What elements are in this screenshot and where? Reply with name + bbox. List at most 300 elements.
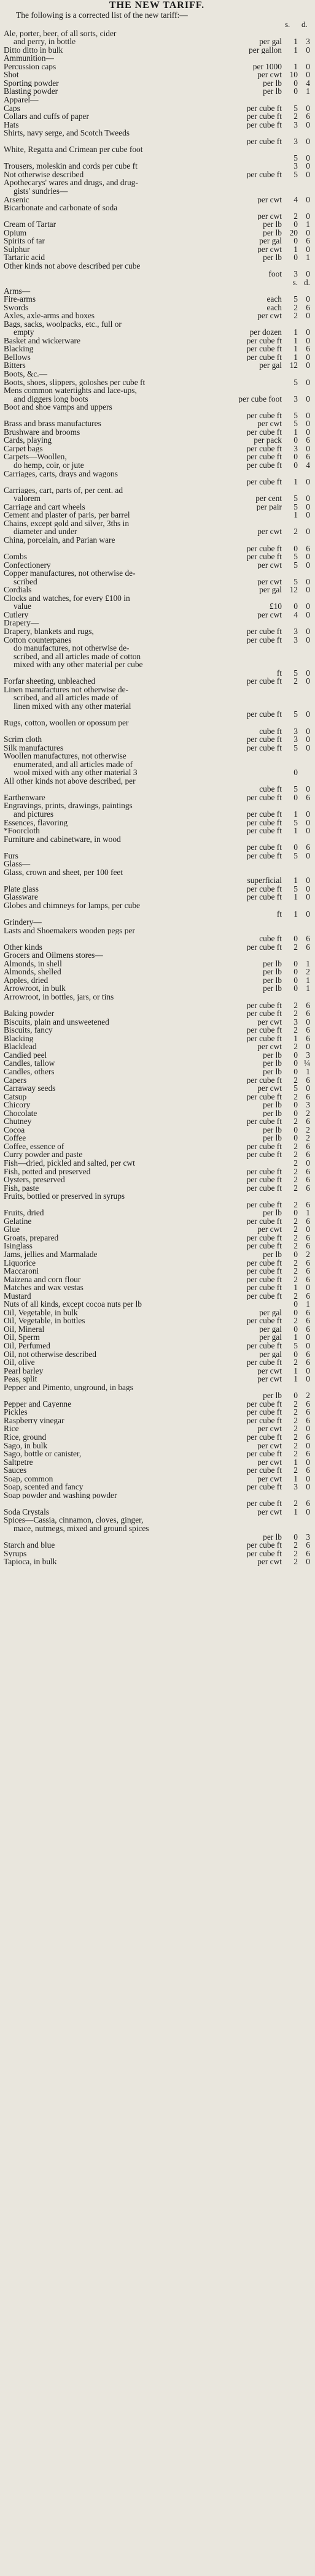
duty-pence: 6 [306,1450,310,1458]
item-unit: per cwt [257,419,282,428]
item-description: Liquorice [4,1258,36,1267]
item-unit: per lb [263,959,282,968]
duty-pence: 0 [306,851,310,860]
item-unit: per cube ft [246,942,282,952]
tariff-row [4,768,310,777]
duty-shillings: 0 [294,436,298,445]
item-description: Maccaroni [4,1267,39,1275]
duty-shillings: 1 [294,876,298,885]
item-unit: £10 [269,602,282,611]
item-unit: per cwt [257,1084,282,1093]
item-description: Cutlery [4,610,29,619]
item-unit: per gal [259,1324,282,1334]
item-unit: per cube ft [246,1317,282,1325]
tariff-row [4,1076,310,1085]
item-description: Oil, Vegetable, in bottles [4,1317,85,1325]
item-unit: per cube ft [246,810,282,819]
tariff-row [4,445,310,453]
item-unit: per lb [263,1125,282,1134]
duty-pence: 3 [306,1050,310,1060]
duty-shillings: 2 [294,1424,298,1434]
duty-pence: 0 [306,818,310,827]
item-description: valorem [14,494,41,503]
item-unit: per cube ft [246,112,282,121]
tariff-row [4,702,310,711]
item-description: *Foorcloth [4,827,40,835]
duty-shillings: 5 [294,668,298,678]
duty-shillings: 0 [294,1308,298,1317]
duty-pence: 6 [306,1308,310,1317]
duty-pence: 0 [306,444,310,453]
item-unit: per cube ft [246,851,282,860]
item-description: Apothecarys' wares and drugs, and drug- [4,178,138,187]
duty-pence: 0 [306,45,310,55]
item-description: Sauces [4,1466,27,1475]
item-unit: per cube ft [246,1026,282,1034]
tariff-row [4,1400,310,1408]
item-unit: per cube ft [246,1258,282,1267]
tariff-row [4,1101,310,1109]
item-description: Almonds, in shell [4,959,62,968]
duty-shillings: 5 [294,378,298,387]
item-unit: per cube foot [238,394,282,403]
duty-shillings: 0 [294,1059,298,1068]
item-unit: per cube ft [246,1009,282,1018]
item-description: Carpet bags [4,444,43,453]
duty-shillings: 0 [294,1134,298,1142]
item-unit: per cube ft [246,427,282,437]
duty-pence: 0 [306,577,310,586]
item-unit: per lb [263,1134,282,1142]
item-description: Furniture and cabinetware, in wood [4,835,121,844]
duty-pence: 0 [306,1017,310,1026]
item-description: Chutney [4,1117,32,1126]
item-description: Fruits, bottled or preserved in syrups [4,1192,125,1201]
duty-shillings: 0 [294,934,298,943]
item-description: Oil, Perfumed [4,1342,50,1350]
duty-shillings: 5 [294,170,298,179]
item-description: Chicory [4,1101,31,1109]
item-unit: per cube ft [246,1416,282,1425]
duty-shillings: 2 [294,1175,298,1184]
tariff-row [4,121,310,129]
tariff-row [4,1375,310,1383]
item-description: Apples, dried [4,976,49,985]
tariff-row [4,1550,310,1558]
duty-pence: 0 [306,270,310,278]
duty-pence: 0 [306,727,310,736]
tariff-row [4,1391,310,1400]
tariff-row [4,395,310,403]
duty-shillings: 0 [294,1324,298,1334]
item-description: Furs [4,851,18,860]
tariff-row [4,819,310,827]
item-unit: per cube ft [246,635,282,644]
tariff-row [4,901,310,910]
duty-shillings: 3 [294,727,298,736]
duty-shillings: 1 [294,427,298,437]
duty-pence: 0 [306,361,310,370]
duty-pence: 1 [306,984,310,993]
tariff-row [4,46,310,55]
item-description: mace, nutmegs, mixed and ground spices [14,1524,149,1533]
item-description: Drapery, blankets and rugs, [4,627,94,636]
tariff-row [4,910,310,919]
item-description: gists' sundries— [14,186,68,196]
duty-pence: 0 [306,120,310,129]
duty-shillings: 0 [294,220,298,229]
tariff-row [4,801,310,810]
tariff-row [4,320,310,329]
item-description: Other kinds not above described per cube [4,261,141,270]
duty-shillings: 5 [294,295,298,304]
duty-shillings: 5 [294,560,298,570]
tariff-row [4,1093,310,1101]
duty-pence: 6 [306,1242,310,1250]
tariff-row [4,1333,310,1342]
item-description: Rice, ground [4,1433,47,1442]
item-description: Raspberry vinegar [4,1416,64,1425]
tariff-row [4,545,310,553]
duty-pence: 6 [306,1317,310,1325]
item-description: Brushware and brooms [4,427,80,437]
tariff-row [4,1458,310,1467]
duty-pence: 0 [306,1283,310,1292]
item-description: Sporting powder [4,78,59,88]
tariff-row [4,1275,310,1284]
duty-shillings: 2 [294,1416,298,1425]
duty-shillings: 5 [294,1342,298,1350]
item-description: Carriages, cart, parts of, per cent. ad [4,486,123,495]
duty-pence: 0 [306,1375,310,1383]
duty-shillings: 0 [294,1532,298,1542]
item-description: Fruits, dried [4,1209,44,1217]
tariff-row [4,79,310,88]
item-unit: per lb [263,1059,282,1068]
duty-pence: 6 [306,1150,310,1159]
tariff-row [4,112,310,121]
item-description: scribed [14,577,37,586]
duty-pence: 3 [306,37,310,46]
tariff-row [4,885,310,893]
item-description: Arms— [4,286,31,296]
duty-shillings: 5 [294,884,298,893]
tariff-row [4,71,310,79]
duty-shillings: 2 [294,1499,298,1508]
duty-pence: 0 [306,610,310,619]
item-description: Collars and cuffs of paper [4,112,89,121]
tariff-row [4,220,310,229]
duty-shillings: 3 [294,627,298,636]
item-description: Ale, porter, beer, of all sorts, cider [4,29,117,38]
duty-pence: 0 [306,627,310,636]
duty-pence: 0 [306,893,310,902]
tariff-row [4,253,310,262]
duty-shillings: 5 [294,851,298,860]
item-unit: per lb [263,1067,282,1076]
duty-shillings: 1 [294,1333,298,1342]
tariff-row [4,760,310,769]
item-description: Woollen manufactures, not otherwise [4,752,126,760]
duty-shillings: 3 [294,162,298,170]
item-description: linen mixed with any other material [14,701,131,711]
item-unit: per cube ft [246,1175,282,1184]
item-unit: ft [276,909,282,919]
item-unit: per cube ft [246,478,282,486]
duty-pence: 0 [306,212,310,221]
tariff-row [4,960,310,968]
duty-pence: 0 [306,478,310,486]
item-description: Blasting powder [4,87,58,96]
duty-shillings: 0 [294,768,298,777]
tariff-row [4,710,310,719]
tariff-row [4,63,310,71]
tariff-row [4,428,310,437]
item-unit: per lb [263,78,282,88]
item-description: Ammunition— [4,54,54,63]
tariff-row [4,1408,310,1416]
item-description: do manufactures, not otherwise de- [14,644,130,652]
duty-shillings: 2 [294,677,298,686]
duty-pence: 6 [306,1142,310,1151]
item-unit: per cube ft [246,884,282,893]
item-description: Shirts, navy serge, and Scotch Tweeds [4,129,130,137]
item-unit: per cube ft [246,1291,282,1301]
item-unit: per cube ft [246,1142,282,1151]
tariff-row [4,1508,310,1516]
duty-shillings: 5 [294,153,298,162]
item-unit: per 1000 [252,62,282,71]
tariff-row [4,586,310,594]
item-description: Soap, common [4,1474,53,1483]
duty-pence: 2 [306,1250,310,1259]
item-unit: per cube ft [246,1466,282,1475]
tariff-row [4,934,310,943]
item-description: Lasts and Shoemakers wooden pegs per [4,926,135,935]
duty-pence: 6 [306,1324,310,1334]
item-description: Boot and shoe vamps and uppers [4,403,112,411]
duty-pence: 0 [306,336,310,345]
item-description: Swords [4,303,29,312]
item-description: Chocolate [4,1109,37,1118]
tariff-row [4,627,310,636]
tariff-row [4,843,310,852]
tariff-row [4,403,310,411]
item-unit: per cube ft [246,1001,282,1010]
item-description: do hemp, coir, or jute [14,461,84,470]
item-unit: cube ft [259,934,282,943]
duty-shillings: 5 [294,502,298,511]
duty-shillings: s. [292,278,298,287]
duty-shillings: 2 [294,1275,298,1284]
item-description: Soda Crystals [4,1507,50,1516]
duty-pence: 6 [306,1233,310,1242]
item-description: Fish—dried, pickled and salted, per cwt [4,1158,135,1168]
duty-pence: 6 [306,1167,310,1176]
item-description: Curry powder and paste [4,1150,83,1159]
duty-shillings: 3 [294,735,298,744]
duty-pence: 6 [306,1291,310,1301]
tariff-row [4,1168,310,1176]
duty-pence: 6 [306,1217,310,1226]
duty-shillings: 3 [294,270,298,278]
tariff-row [4,1557,310,1566]
item-description: Carpets—Woollen, [4,453,67,462]
item-description: Matches and wax vestas [4,1283,84,1292]
tariff-row [4,1499,310,1508]
item-description: Biscuits, fancy [4,1026,53,1034]
duty-shillings: 10 [289,71,298,79]
duty-shillings: 12 [289,586,298,594]
tariff-row [4,1358,310,1367]
item-description: Candles, others [4,1067,55,1076]
item-unit: per cube ft [246,818,282,827]
tariff-row [4,1242,310,1250]
item-unit: per cube ft [246,627,282,636]
tariff-row [4,519,310,528]
duty-shillings: 0 [294,1391,298,1400]
tariff-row [4,1059,310,1068]
tariff-row [4,1217,310,1226]
item-description: Clocks and watches, for every £100 in [4,594,130,603]
tariff-row [4,984,310,993]
tariff-row [4,262,310,270]
item-description: Spices—Cassia, cinnamon, cloves, ginger, [4,1516,144,1525]
duty-shillings: 0 [294,793,298,802]
item-unit: per cube ft [246,170,282,179]
duty-shillings: 5 [294,818,298,827]
duty-shillings: 0 [294,461,298,470]
item-description: Oil, olive [4,1358,35,1367]
tariff-row [4,527,310,536]
duty-shillings: 2 [294,1267,298,1275]
duty-shillings: 0 [294,87,298,96]
tariff-row [4,1018,310,1026]
tariff-row [4,1450,310,1458]
tariff-row [4,1483,310,1491]
duty-shillings: 2 [294,1026,298,1034]
duty-pence: 0 [306,419,310,428]
duty-pence: 0 [306,1441,310,1450]
duty-pence: 0 [306,560,310,570]
tariff-row [4,578,310,586]
item-unit: per cwt [257,577,282,586]
tariff-row [4,1184,310,1193]
duty-pence: 6 [306,1466,310,1475]
duty-pence: 0 [306,602,310,611]
tariff-row [4,1433,310,1442]
item-unit: per lb [263,1209,282,1217]
tariff-row [4,1383,310,1392]
item-unit: per gal [259,1350,282,1359]
item-description: Isinglass [4,1242,33,1250]
duty-pence: 0 [306,710,310,719]
item-description: mixed with any other material per cube [14,660,143,669]
item-unit: per cube ft [246,843,282,852]
duty-pence: 0 [306,1158,310,1168]
duty-pence: 0 [306,1483,310,1491]
duty-pence: 0 [306,810,310,819]
item-unit: per cube ft [246,1117,282,1126]
duty-pence: 0 [306,1042,310,1051]
duty-pence: 0 [306,311,310,320]
tariff-row [4,1300,310,1309]
item-unit: per cube ft [246,104,282,113]
item-description: Blacking [4,345,34,353]
tariff-row [4,1325,310,1334]
tariff-row [4,835,310,844]
item-unit: per cube ft [246,1483,282,1491]
article-title: THE NEW TARIFF. [109,0,205,10]
duty-pence: 0 [306,1458,310,1467]
column-headers [4,20,310,28]
duty-shillings: 1 [294,353,298,362]
item-description: Cream of Tartar [4,220,56,229]
tariff-row [4,1051,310,1060]
item-unit: per lb [263,1101,282,1109]
item-unit: per lb [263,1532,282,1542]
item-description: empty [14,328,34,337]
item-description: White, Regatta and Crimean per cube foot [4,145,143,154]
item-unit: per cube ft [246,893,282,902]
item-unit: per cwt [257,1042,282,1051]
duty-shillings: 1 [294,37,298,46]
duty-pence: 6 [306,453,310,462]
duty-shillings: 2 [294,1433,298,1442]
item-unit: per cwt [257,195,282,204]
duty-shillings: 0 [294,1067,298,1076]
item-unit: per cube ft [246,1076,282,1085]
tariff-row [4,245,310,254]
tariff-row [4,636,310,644]
tariff-row [4,1009,310,1018]
item-unit: per cube ft [246,1450,282,1458]
duty-shillings: 2 [294,1092,298,1101]
tariff-row [4,976,310,985]
item-unit: per lb [263,1391,282,1400]
item-unit: per cube ft [246,827,282,835]
item-description: Soap powder and washing powder [4,1491,117,1500]
duty-pence: 0 [306,353,310,362]
duty-pence: 6 [306,1001,310,1010]
item-unit: per cube ft [246,336,282,345]
duty-shillings: 0 [294,253,298,262]
duty-shillings: 5 [294,411,298,420]
item-unit: per cube ft [246,411,282,420]
duty-pence: 1 [306,959,310,968]
duty-shillings: 1 [294,1507,298,1516]
tariff-row [4,229,310,237]
tariff-row [4,270,310,278]
tariff-row [4,652,310,661]
duty-pence: 6 [306,544,310,553]
tariff-row [4,993,310,1001]
item-description: Fish, potted and preserved [4,1167,91,1176]
duty-pence: 1 [306,253,310,262]
tariff-row [4,1068,310,1076]
duty-shillings: 2 [294,1291,298,1301]
item-unit: per cube ft [246,1150,282,1159]
duty-pence: 1 [306,1300,310,1309]
item-description: Other kinds [4,942,42,952]
tariff-row [4,1084,310,1093]
item-unit: per cube ft [246,1275,282,1284]
tariff-row [4,660,310,669]
item-unit: per dozen [249,328,282,337]
tariff-row [4,386,310,395]
item-unit: per cube ft [246,1034,282,1043]
duty-shillings: 0 [294,968,298,976]
